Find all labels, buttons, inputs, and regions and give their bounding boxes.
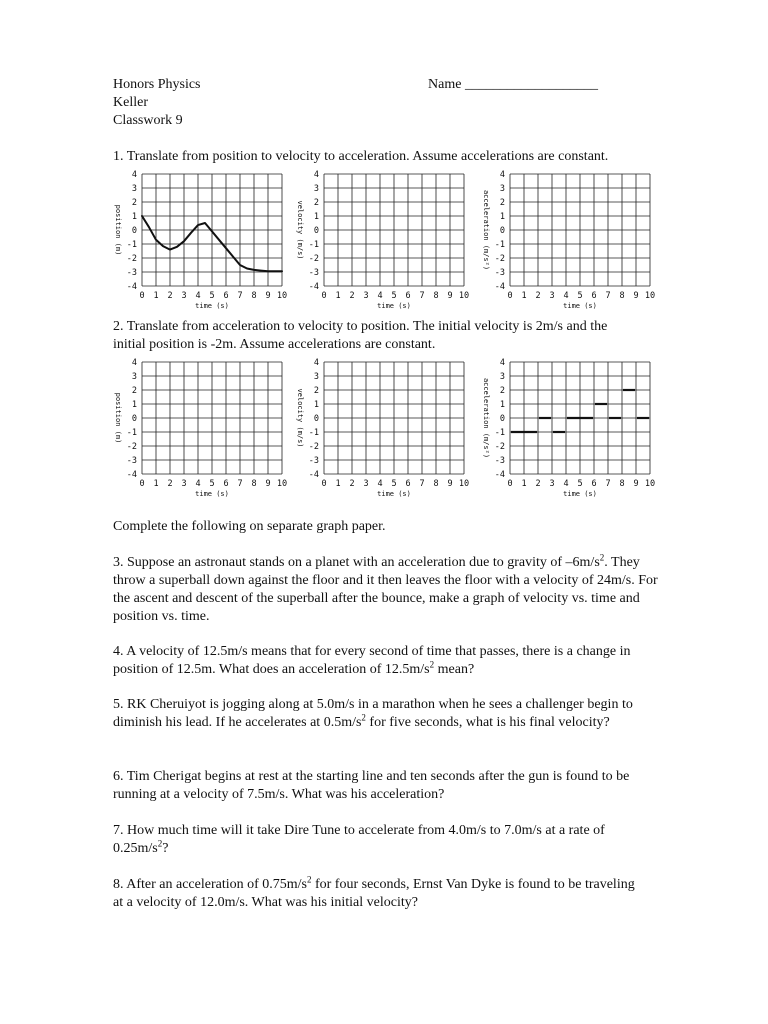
y-tick-label: 1 bbox=[131, 212, 137, 222]
x-tick-label: 3 bbox=[549, 479, 555, 489]
x-tick-label: 0 bbox=[321, 291, 327, 301]
x-tick-label: 3 bbox=[549, 291, 555, 301]
y-tick-label: -3 bbox=[308, 268, 319, 278]
name-blank[interactable]: ___________________ bbox=[464, 77, 598, 92]
x-axis-label: time (s) bbox=[377, 490, 411, 498]
q8-superscript: 2 bbox=[306, 874, 312, 885]
x-tick-label: 4 bbox=[563, 479, 569, 489]
x-tick-label: 6 bbox=[591, 479, 597, 489]
x-tick-label: 9 bbox=[447, 291, 453, 301]
q7-part-a: 7. How much time will it take Dire Tune to accelerate from 4.0m/s to 7.0m/s at a rate of 0.25m/s bbox=[113, 823, 605, 856]
y-tick-label: 0 bbox=[313, 226, 319, 236]
graph-p1-position[interactable] bbox=[110, 166, 290, 311]
x-tick-label: 1 bbox=[335, 291, 341, 301]
x-tick-label: 0 bbox=[321, 479, 327, 489]
question-7 bbox=[113, 822, 658, 858]
x-tick-label: 6 bbox=[405, 479, 411, 489]
y-tick-label: -1 bbox=[494, 428, 505, 438]
x-tick-label: 0 bbox=[507, 291, 513, 301]
y-tick-label: 4 bbox=[131, 170, 137, 180]
y-axis-label: acceleration (m/s²) bbox=[482, 377, 490, 459]
x-tick-label: 10 bbox=[644, 479, 656, 489]
y-tick-label: 0 bbox=[499, 226, 505, 236]
x-tick-label: 1 bbox=[521, 291, 527, 301]
problem-1-text: 1. Translate from position to velocity to acceleration. Assume accelerations are constant. bbox=[113, 149, 609, 164]
x-tick-label: 7 bbox=[605, 479, 611, 489]
y-tick-label: -4 bbox=[126, 282, 137, 292]
y-tick-label: -1 bbox=[126, 240, 137, 250]
x-tick-label: 3 bbox=[363, 291, 369, 301]
y-tick-label: 0 bbox=[131, 226, 137, 236]
y-tick-label: -2 bbox=[308, 254, 319, 264]
q7-part-b: ? bbox=[162, 841, 169, 856]
y-tick-label: 2 bbox=[499, 386, 505, 396]
y-tick-label: 0 bbox=[131, 414, 137, 424]
x-tick-label: 8 bbox=[251, 479, 257, 489]
y-tick-label: 4 bbox=[499, 358, 505, 368]
instructions: Complete the following on separate graph paper. bbox=[113, 519, 386, 534]
x-tick-label: 10 bbox=[458, 479, 470, 489]
x-tick-label: 5 bbox=[577, 479, 583, 489]
y-tick-label: -2 bbox=[308, 442, 319, 452]
y-tick-label: -4 bbox=[308, 470, 319, 480]
y-tick-label: -2 bbox=[126, 254, 137, 264]
grid bbox=[510, 174, 650, 286]
x-tick-label: 7 bbox=[237, 291, 243, 301]
x-tick-label: 1 bbox=[335, 479, 341, 489]
y-tick-label: 1 bbox=[499, 212, 505, 222]
x-tick-label: 5 bbox=[209, 291, 215, 301]
y-tick-label: -4 bbox=[494, 282, 505, 292]
y-tick-label: 2 bbox=[131, 386, 137, 396]
y-tick-label: -3 bbox=[126, 268, 137, 278]
x-axis-label: time (s) bbox=[195, 302, 229, 310]
x-tick-label: 0 bbox=[139, 479, 145, 489]
q7-superscript: 2 bbox=[157, 838, 163, 849]
question-5 bbox=[113, 696, 638, 732]
question-8 bbox=[113, 876, 638, 912]
question-3 bbox=[113, 554, 658, 626]
y-tick-label: 1 bbox=[131, 400, 137, 410]
q3-part-b: . bbox=[604, 555, 608, 570]
y-tick-label: -3 bbox=[308, 456, 319, 466]
graph-p1-acceleration[interactable] bbox=[478, 166, 658, 311]
y-tick-label: 3 bbox=[313, 372, 319, 382]
y-tick-label: 3 bbox=[499, 372, 505, 382]
x-tick-label: 6 bbox=[223, 291, 229, 301]
x-tick-label: 5 bbox=[391, 479, 397, 489]
y-tick-label: -3 bbox=[494, 456, 505, 466]
y-tick-label: 0 bbox=[313, 414, 319, 424]
x-axis-label: time (s) bbox=[563, 302, 597, 310]
x-tick-label: 10 bbox=[644, 291, 656, 301]
y-tick-label: -1 bbox=[308, 428, 319, 438]
y-tick-label: -1 bbox=[308, 240, 319, 250]
y-tick-label: 4 bbox=[499, 170, 505, 180]
y-axis-label: velocity (m/s) bbox=[296, 388, 304, 448]
x-tick-label: 3 bbox=[181, 479, 187, 489]
x-tick-label: 7 bbox=[605, 291, 611, 301]
x-tick-label: 5 bbox=[577, 291, 583, 301]
x-tick-label: 2 bbox=[535, 479, 541, 489]
y-tick-label: -4 bbox=[308, 282, 319, 292]
x-tick-label: 10 bbox=[458, 291, 470, 301]
x-tick-label: 3 bbox=[181, 291, 187, 301]
x-tick-label: 2 bbox=[167, 291, 173, 301]
x-tick-label: 0 bbox=[139, 291, 145, 301]
x-tick-label: 6 bbox=[405, 291, 411, 301]
name-field[interactable] bbox=[428, 76, 598, 94]
x-axis-label: time (s) bbox=[195, 490, 229, 498]
y-tick-label: -1 bbox=[126, 428, 137, 438]
y-tick-label: 2 bbox=[131, 198, 137, 208]
x-tick-label: 4 bbox=[377, 479, 383, 489]
y-axis-label: position (m) bbox=[114, 204, 122, 256]
y-tick-label: 3 bbox=[313, 184, 319, 194]
x-tick-label: 6 bbox=[591, 291, 597, 301]
x-tick-label: 1 bbox=[153, 291, 159, 301]
graph-p1-velocity[interactable] bbox=[292, 166, 472, 311]
y-tick-label: 2 bbox=[313, 198, 319, 208]
y-tick-label: -2 bbox=[494, 254, 505, 264]
y-tick-label: 3 bbox=[499, 184, 505, 194]
y-tick-label: 1 bbox=[499, 400, 505, 410]
x-tick-label: 10 bbox=[276, 291, 288, 301]
y-tick-label: -2 bbox=[126, 442, 137, 452]
graph-p2-acceleration[interactable] bbox=[478, 354, 658, 499]
x-tick-label: 4 bbox=[195, 479, 201, 489]
y-tick-label: -1 bbox=[494, 240, 505, 250]
grid bbox=[142, 362, 282, 474]
assignment-title: Classwork 9 bbox=[113, 113, 183, 128]
q3-superscript: 2 bbox=[599, 552, 605, 563]
x-tick-label: 5 bbox=[209, 479, 215, 489]
x-tick-label: 7 bbox=[419, 291, 425, 301]
y-tick-label: 2 bbox=[499, 198, 505, 208]
x-tick-label: 3 bbox=[363, 479, 369, 489]
x-tick-label: 7 bbox=[419, 479, 425, 489]
y-tick-label: 4 bbox=[313, 358, 319, 368]
q4-part-b: mean? bbox=[434, 662, 475, 677]
x-tick-label: 4 bbox=[563, 291, 569, 301]
y-tick-label: -2 bbox=[494, 442, 505, 452]
grid bbox=[324, 174, 464, 286]
course-title: Honors Physics bbox=[113, 77, 201, 92]
problem-2-line-2: initial position is -2m. Assume accelerations are constant. bbox=[113, 337, 436, 352]
x-axis-label: time (s) bbox=[377, 302, 411, 310]
q5-part-a: 5. RK Cheruiyot is jogging along at 5.0m/s in a marathon when he sees a challenger begin to diminish his lead. If he accelerates at 0.5m/s bbox=[113, 697, 633, 730]
q3-part-a: 3. Suppose an astronaut stands on a planet with an acceleration due to gravity of –6m/s bbox=[113, 555, 600, 570]
x-tick-label: 2 bbox=[349, 291, 355, 301]
x-tick-label: 4 bbox=[195, 291, 201, 301]
graph-p2-position[interactable] bbox=[110, 354, 290, 499]
x-tick-label: 9 bbox=[633, 479, 639, 489]
y-axis-label: acceleration (m/s²) bbox=[482, 189, 490, 271]
y-tick-label: 1 bbox=[313, 212, 319, 222]
y-tick-label: 3 bbox=[131, 184, 137, 194]
y-tick-label: 1 bbox=[313, 400, 319, 410]
q8-part-a: 8. After an acceleration of 0.75m/s bbox=[113, 877, 307, 892]
x-tick-label: 10 bbox=[276, 479, 288, 489]
x-tick-label: 8 bbox=[251, 291, 257, 301]
q3-rest: They throw a superball down against the floor and it then leaves the floor with a velocity of 24m/s. For the ascent and descent of the superball after the bounce, make a graph of velocity vs. time and position vs. time. bbox=[113, 555, 658, 624]
grid bbox=[324, 362, 464, 474]
x-tick-label: 4 bbox=[377, 291, 383, 301]
x-tick-label: 2 bbox=[167, 479, 173, 489]
y-axis-label: position (m) bbox=[114, 392, 122, 444]
x-tick-label: 8 bbox=[619, 291, 625, 301]
q5-part-b: for five seconds, what is his final velocity? bbox=[365, 715, 610, 730]
y-tick-label: 4 bbox=[131, 358, 137, 368]
x-tick-label: 8 bbox=[433, 479, 439, 489]
x-tick-label: 7 bbox=[237, 479, 243, 489]
x-tick-label: 9 bbox=[447, 479, 453, 489]
q5-superscript: 2 bbox=[361, 712, 366, 723]
name-label: Name bbox=[428, 77, 462, 92]
x-axis-label: time (s) bbox=[563, 490, 597, 498]
y-tick-label: -4 bbox=[126, 470, 137, 480]
q8-part-b: for four seconds, Ernst Van Dyke is found to be traveling at a velocity of 12.0m/s. What was his initial velocity? bbox=[113, 877, 635, 910]
x-tick-label: 8 bbox=[619, 479, 625, 489]
x-tick-label: 2 bbox=[535, 291, 541, 301]
y-tick-label: 4 bbox=[313, 170, 319, 180]
x-tick-label: 1 bbox=[153, 479, 159, 489]
y-tick-label: -4 bbox=[494, 470, 505, 480]
x-tick-label: 6 bbox=[223, 479, 229, 489]
x-tick-label: 0 bbox=[507, 479, 513, 489]
teacher-name: Keller bbox=[113, 95, 148, 110]
y-tick-label: 3 bbox=[131, 372, 137, 382]
x-tick-label: 9 bbox=[633, 291, 639, 301]
question-6: 6. Tim Cherigat begins at rest at the starting line and ten seconds after the gun is found to be running at a velocity of 7.5m/s. What was his acceleration? bbox=[113, 769, 630, 802]
graph-p2-velocity[interactable] bbox=[292, 354, 472, 499]
y-tick-label: -3 bbox=[126, 456, 137, 466]
y-tick-label: 2 bbox=[313, 386, 319, 396]
x-tick-label: 9 bbox=[265, 479, 271, 489]
y-tick-label: -3 bbox=[494, 268, 505, 278]
x-tick-label: 1 bbox=[521, 479, 527, 489]
problem-2-line-1: 2. Translate from acceleration to velocity to position. The initial velocity is 2m/s and the bbox=[113, 319, 608, 334]
q4-superscript: 2 bbox=[429, 659, 435, 670]
x-tick-label: 5 bbox=[391, 291, 397, 301]
y-axis-label: velocity (m/s) bbox=[296, 200, 304, 260]
question-4 bbox=[113, 643, 638, 679]
y-tick-label: 0 bbox=[499, 414, 505, 424]
x-tick-label: 8 bbox=[433, 291, 439, 301]
x-tick-label: 2 bbox=[349, 479, 355, 489]
q4-part-a: 4. A velocity of 12.5m/s means that for every second of time that passes, there is a change in position of 12.5m. What does an acceleration of 12.5m/s bbox=[113, 644, 631, 677]
x-tick-label: 9 bbox=[265, 291, 271, 301]
